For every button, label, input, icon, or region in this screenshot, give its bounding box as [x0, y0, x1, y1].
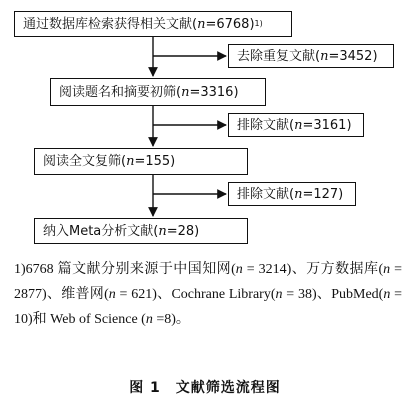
note-part-4: = 621)、Cochrane Library(	[115, 287, 276, 302]
box2-n: n	[320, 48, 329, 64]
note-part-3: = 2877)、维普网(	[14, 262, 402, 302]
box5-n: n	[126, 154, 135, 169]
box1-n: n	[197, 16, 206, 32]
box7-paren: (	[153, 223, 159, 239]
note-n-4: n	[275, 287, 283, 302]
box1-footnote: 1)	[254, 19, 263, 28]
box4-n: n	[294, 117, 303, 133]
box4-text: 排除文献	[237, 117, 290, 133]
box6-n: n	[294, 186, 303, 202]
box4-paren: (	[289, 117, 295, 133]
note-part-5: = 38)、PubMed(	[282, 287, 384, 302]
note-part-2: = 3214)、万方数据库(	[242, 262, 384, 277]
box3-text: 阅读题名和摘要初筛	[59, 84, 177, 100]
box3-n: n	[181, 84, 190, 100]
box6-paren: (	[289, 186, 295, 202]
box-fulltext-screening	[34, 148, 248, 175]
box-title-abstract-screening	[50, 78, 266, 106]
note-n-5: n	[383, 287, 391, 302]
box7-n: n	[158, 223, 167, 239]
box4-value: =3161)	[302, 117, 352, 133]
box3-value: =3316)	[189, 84, 239, 100]
box1-paren: (	[192, 16, 198, 32]
note-part-6: = 10)和 Web of Science (	[14, 287, 403, 327]
box6-text: 排除文献	[237, 186, 290, 202]
box7-value: =28)	[166, 223, 200, 239]
box1-text: 通过数据库检索获得相关文献	[23, 16, 193, 32]
box2-value: =3452)	[328, 48, 378, 64]
footnote-paragraph	[14, 257, 402, 332]
box-included-meta	[34, 218, 248, 244]
box7-text: 纳入Meta分析文献	[43, 223, 154, 239]
figure-caption: 图 1 文献筛选流程图	[129, 380, 281, 396]
box5-paren: (	[121, 154, 127, 169]
box2-paren: (	[315, 48, 321, 64]
note-n-1: n	[235, 262, 243, 277]
note-n-6: n	[145, 312, 153, 327]
box6-value: =127)	[302, 186, 344, 202]
box1-value: =6768)	[205, 16, 255, 32]
box-remove-duplicates	[228, 44, 394, 68]
note-part-7: =8)。	[152, 312, 190, 327]
box-database-search	[14, 11, 292, 37]
note-n-3: n	[108, 287, 116, 302]
box3-paren: (	[176, 84, 182, 100]
box5-text: 阅读全文复筛	[43, 154, 122, 169]
note-part-1: 1)6768 篇文献分别来源于中国知网(	[14, 262, 236, 277]
box-excluded-1	[228, 113, 364, 137]
note-n-2: n	[383, 262, 391, 277]
box-excluded-2	[228, 182, 356, 206]
box5-value: =155)	[134, 154, 176, 169]
box2-text: 去除重复文献	[237, 48, 316, 64]
